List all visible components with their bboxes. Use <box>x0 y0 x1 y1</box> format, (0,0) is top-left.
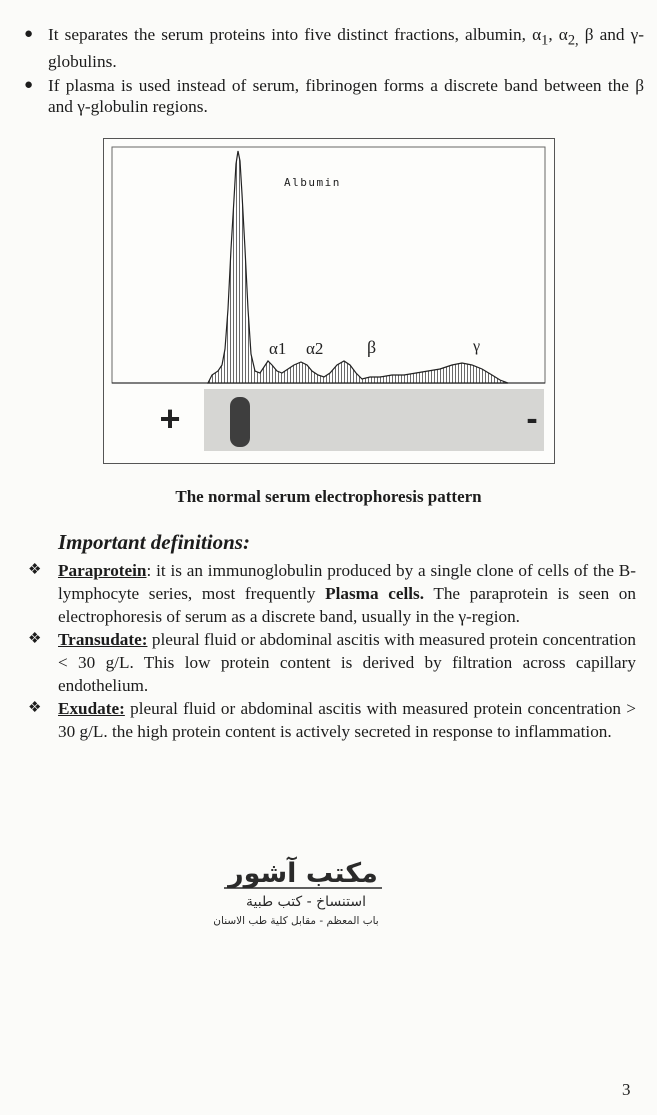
term-separator: : <box>146 561 152 580</box>
albumin-band <box>230 397 250 447</box>
bullet-2-text: If plasma is used instead of serum, fibrinogen forms a discrete band between the β and γ-globulin regions. <box>48 76 644 117</box>
gel-strip <box>204 389 544 451</box>
page-number: 3 <box>622 1080 631 1099</box>
definitions-heading: Important definitions: <box>58 530 250 554</box>
stamp-graphic <box>198 852 408 932</box>
label-gamma: γ <box>473 338 481 355</box>
definition-exudate <box>28 697 636 743</box>
bullet-dot-icon: ● <box>24 26 34 42</box>
term-exudate: Exudate: <box>58 699 125 718</box>
definition-text: it is an immunoglobulin produced by a single clone of cells of the B-lymphocyte series, most frequently <box>58 561 636 603</box>
alpha1-subscript: 1 <box>541 32 549 49</box>
stamp-line-1: مكتب آشور <box>228 858 378 889</box>
stamp-line-2: استنساخ - كتب طبية <box>246 894 366 910</box>
definition-paraprotein <box>28 559 636 628</box>
definitions-list <box>28 559 636 743</box>
definition-tail: The paraprotein is seen on electrophoresis of serum as a discrete band, usually in the γ-region. <box>58 584 636 626</box>
label-alpha1: α1 <box>269 339 287 358</box>
label-beta: β <box>367 337 377 357</box>
library-stamp <box>198 852 408 932</box>
bold-plasma-cells: Plasma cells. <box>325 584 425 603</box>
term-paraprotein: Paraprotein <box>58 561 147 580</box>
stamp-line-3: باب المعظم - مقابل كلية طب الاسنان <box>213 915 379 927</box>
diamond-bullet-icon: ❖ <box>28 562 42 578</box>
definition-text: pleural fluid or abdominal ascitis with measured protein concentration < 30 g/L. This low protein content is derived by filtration across capillary endothelium. <box>58 630 636 695</box>
electrophoresis-chart <box>104 139 554 463</box>
bullet-fractions <box>22 24 644 72</box>
diamond-bullet-icon: ❖ <box>28 631 42 647</box>
bullet-1-text-post: β and γ-globulins. <box>48 25 645 72</box>
intro-bullets <box>22 24 644 120</box>
definition-transudate <box>28 628 636 697</box>
bullet-plasma <box>22 75 644 117</box>
term-transudate: Transudate: <box>58 630 148 649</box>
plus-icon: + <box>159 398 181 439</box>
label-alpha2: α2 <box>306 339 324 358</box>
definition-text: pleural fluid or abdominal ascitis with measured protein concentration > 30 g/L. the high protein content is actively secreted in response to inflammation. <box>58 699 636 741</box>
densitometry-trace <box>208 151 508 383</box>
alpha2-subscript: 2, <box>567 32 579 49</box>
minus-icon: - <box>526 400 538 438</box>
bullet-dot-icon: ● <box>24 77 34 94</box>
label-albumin: Albumin <box>284 176 341 189</box>
diamond-bullet-icon: ❖ <box>28 700 42 716</box>
bullet-1-text-pre: It separates the serum proteins into five distinct fractions, albumin, α <box>48 25 542 44</box>
figure-caption: The normal serum electrophoresis pattern <box>175 487 482 506</box>
bullet-1-text-mid: , α <box>548 25 568 44</box>
electrophoresis-figure <box>103 138 555 464</box>
